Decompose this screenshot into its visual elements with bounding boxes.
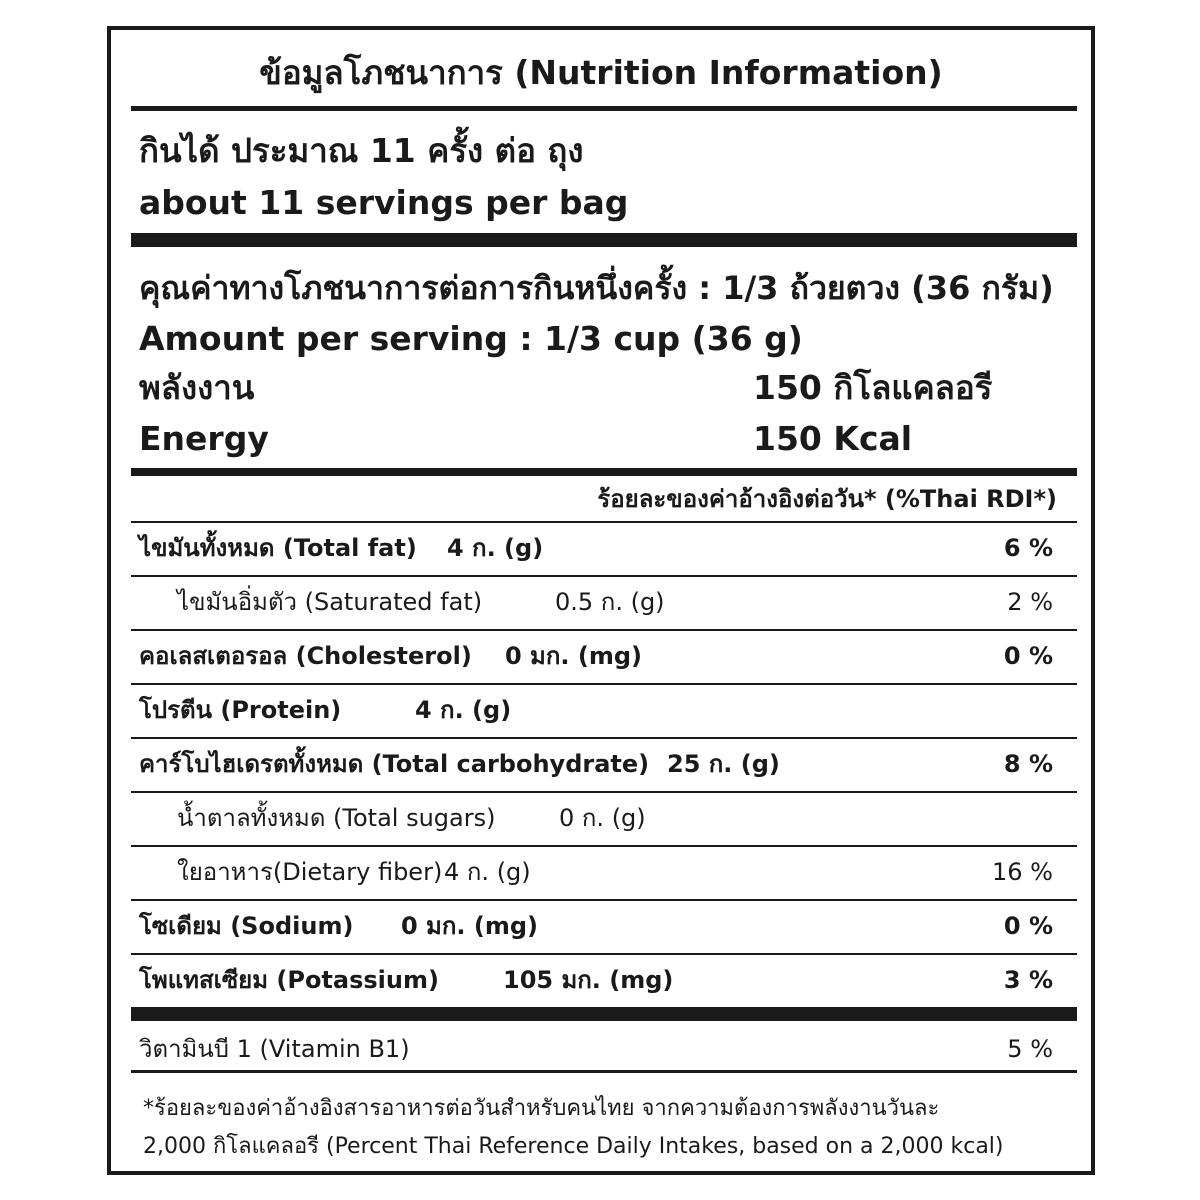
nutrient-percent: 0 % bbox=[1003, 642, 1053, 670]
nutrient-amount: 0.5 ก. (g) bbox=[555, 588, 665, 616]
nutrient-percent: 2 % bbox=[1007, 588, 1053, 616]
energy-label-thai: พลังงาน bbox=[139, 368, 255, 407]
nutrient-name: น้ำตาลทั้งหมด (Total sugars) bbox=[177, 804, 496, 832]
nutrient-name: โซเดียม (Sodium) bbox=[139, 912, 354, 940]
nutrient-percent: 3 % bbox=[1003, 966, 1053, 994]
nutrient-row-potassium bbox=[131, 955, 1077, 1007]
nutrient-amount: 4 ก. (g) bbox=[415, 696, 512, 724]
energy-divider bbox=[131, 468, 1077, 476]
label-title: ข้อมูลโภชนาการ (Nutrition Information) bbox=[259, 53, 943, 92]
nutrient-percent: 16 % bbox=[992, 858, 1053, 886]
footnote-line-1: *ร้อยละของค่าอ้างอิงสารอาหารต่อวันสำหรับคนไทย จากความต้องการพลังงานวันละ bbox=[143, 1096, 940, 1121]
nutrition-label bbox=[107, 26, 1095, 1175]
nutrient-amount: 4 ก. (g) bbox=[447, 534, 544, 562]
footnote-line-2: 2,000 กิโลแคลอรี (Percent Thai Reference Daily Intakes, based on a 2,000 kcal) bbox=[143, 1134, 1004, 1159]
rdi-header: ร้อยละของค่าอ้างอิงต่อวัน* (%Thai RDI*) bbox=[597, 485, 1057, 513]
nutrient-row-total-carbohydrate bbox=[131, 739, 1077, 791]
vitamin-name: วิตามินบี 1 (Vitamin B1) bbox=[139, 1035, 410, 1063]
nutrient-name: คอเลสเตอรอล (Cholesterol) bbox=[139, 642, 472, 670]
title-divider bbox=[131, 106, 1077, 111]
nutrient-name: ใยอาหาร(Dietary fiber) bbox=[177, 858, 443, 886]
nutrient-amount: 4 ก. (g) bbox=[444, 858, 531, 886]
energy-label-english: Energy bbox=[139, 419, 269, 458]
nutrient-row-total-fat bbox=[131, 523, 1077, 575]
nutrient-percent: 8 % bbox=[1003, 750, 1053, 778]
servings-english: about 11 servings per bag bbox=[139, 183, 629, 222]
nutrient-row-cholesterol bbox=[131, 631, 1077, 683]
nutrient-amount: 0 มก. (mg) bbox=[401, 912, 539, 940]
nutrient-row-protein bbox=[131, 685, 1077, 737]
nutrient-amount: 25 ก. (g) bbox=[667, 750, 780, 778]
vitamin-row-b1 bbox=[131, 1024, 1077, 1076]
nutrient-percent: 6 % bbox=[1003, 534, 1053, 562]
nutrient-amount: 0 มก. (mg) bbox=[505, 642, 643, 670]
nutrient-name: โปรตีน (Protein) bbox=[139, 696, 342, 724]
nutrient-percent: 0 % bbox=[1003, 912, 1053, 940]
vitamin-percent: 5 % bbox=[1007, 1035, 1053, 1063]
nutrient-name: คาร์โบไฮเดรตทั้งหมด (Total carbohydrate) bbox=[139, 750, 650, 778]
nutrient-amount: 0 ก. (g) bbox=[559, 804, 646, 832]
nutrient-row-sodium bbox=[131, 901, 1077, 953]
nutrient-row-total-sugars bbox=[131, 793, 1077, 845]
footnote-divider bbox=[131, 1070, 1077, 1073]
nutrient-name: ไขมันทั้งหมด (Total fat) bbox=[139, 534, 417, 562]
nutrient-name: ไขมันอิ่มตัว (Saturated fat) bbox=[177, 588, 483, 616]
serving-size-english: Amount per serving : 1/3 cup (36 g) bbox=[139, 319, 803, 358]
nutrient-row-dietary-fiber bbox=[131, 847, 1077, 899]
nutrient-name: โพแทสเซียม (Potassium) bbox=[139, 966, 439, 994]
serving-size-thai: คุณค่าทางโภชนาการต่อการกินหนึ่งครั้ง : 1/3 ถ้วยตวง (36 กรัม) bbox=[139, 269, 1054, 307]
servings-divider bbox=[131, 233, 1077, 247]
vitamin-divider bbox=[131, 1007, 1077, 1021]
energy-value-english: 150 Kcal bbox=[753, 419, 913, 458]
nutrient-row-saturated-fat bbox=[131, 577, 1077, 629]
nutrient-amount: 105 มก. (mg) bbox=[503, 966, 674, 994]
servings-thai: กินได้ ประมาณ 11 ครั้ง ต่อ ถุง bbox=[139, 131, 584, 170]
energy-value-thai: 150 กิโลแคลอรี bbox=[753, 368, 993, 407]
